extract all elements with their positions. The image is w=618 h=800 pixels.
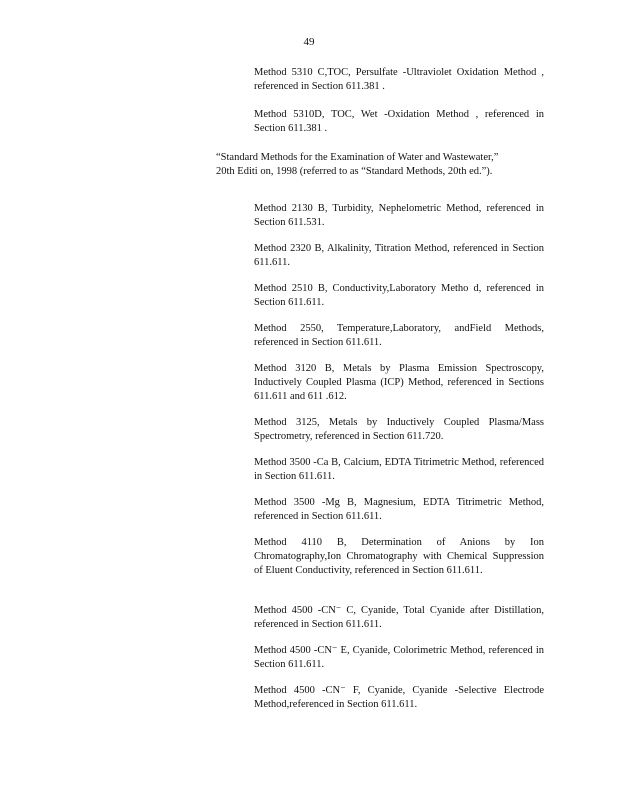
method-5310c-entry: Method 5310 C,TOC, Persulfate -Ultraviolet Oxidation Method , referenced in Section 611.381 .	[254, 67, 544, 92]
method-2320b-entry: Method 2320 B, Alkalinity, Titration Method, referenced in Section 611.611.	[254, 243, 544, 268]
page-number: 49	[303, 36, 315, 48]
method-3500mg-entry: Method 3500 -Mg B, Magnesium, EDTA Titrimetric Method, referenced in Section 611.611.	[254, 497, 544, 522]
method-4500cn-c-entry: Method 4500 -CN⁻ C, Cyanide, Total Cyanide after Distillation, referenced in Section 611.611.	[254, 605, 544, 630]
method-3125-entry: Method 3125, Metals by Inductively Coupled Plasma/Mass Spectrometry, referenced in Section 611.720.	[254, 417, 544, 442]
method-4110b-entry: Method 4110 B, Determination of Anions by Ion Chromatography,Ion Chromatography with Chemical Suppression of Eluent Conductivity, referenced in Section 611.611.	[254, 537, 544, 576]
method-5310d-entry: Method 5310D, TOC, Wet -Oxidation Method , referenced in Section 611.381 .	[254, 109, 544, 134]
standard-methods-intro: “Standard Methods for the Examination of Water and Wastewater,” 20th Editi on, 1998 (referred to as “Standard Methods, 20th ed.”).	[216, 152, 499, 177]
method-2510b-entry: Method 2510 B, Conductivity,Laboratory Metho d, referenced in Section 611.611.	[254, 283, 544, 308]
method-3120b-entry: Method 3120 B, Metals by Plasma Emission Spectroscopy, Inductively Coupled Plasma (ICP) Method, referenced in Sections 611.611 and 611 .612.	[254, 363, 544, 402]
method-4500cn-f-entry: Method 4500 -CN⁻ F, Cyanide, Cyanide -Selective Electrode Method,referenced in Section 611.611.	[254, 685, 544, 710]
method-3500ca-entry: Method 3500 -Ca B, Calcium, EDTA Titrimetric Method, referenced in Section 611.611.	[254, 457, 544, 482]
method-4500cn-e-entry: Method 4500 -CN⁻ E, Cyanide, Colorimetric Method, referenced in Section 611.611.	[254, 645, 544, 670]
method-2550-entry: Method 2550, Temperature,Laboratory, andField Methods, referenced in Section 611.611.	[254, 323, 544, 348]
method-2130b-entry: Method 2130 B, Turbidity, Nephelometric Method, referenced in Section 611.531.	[254, 203, 544, 228]
